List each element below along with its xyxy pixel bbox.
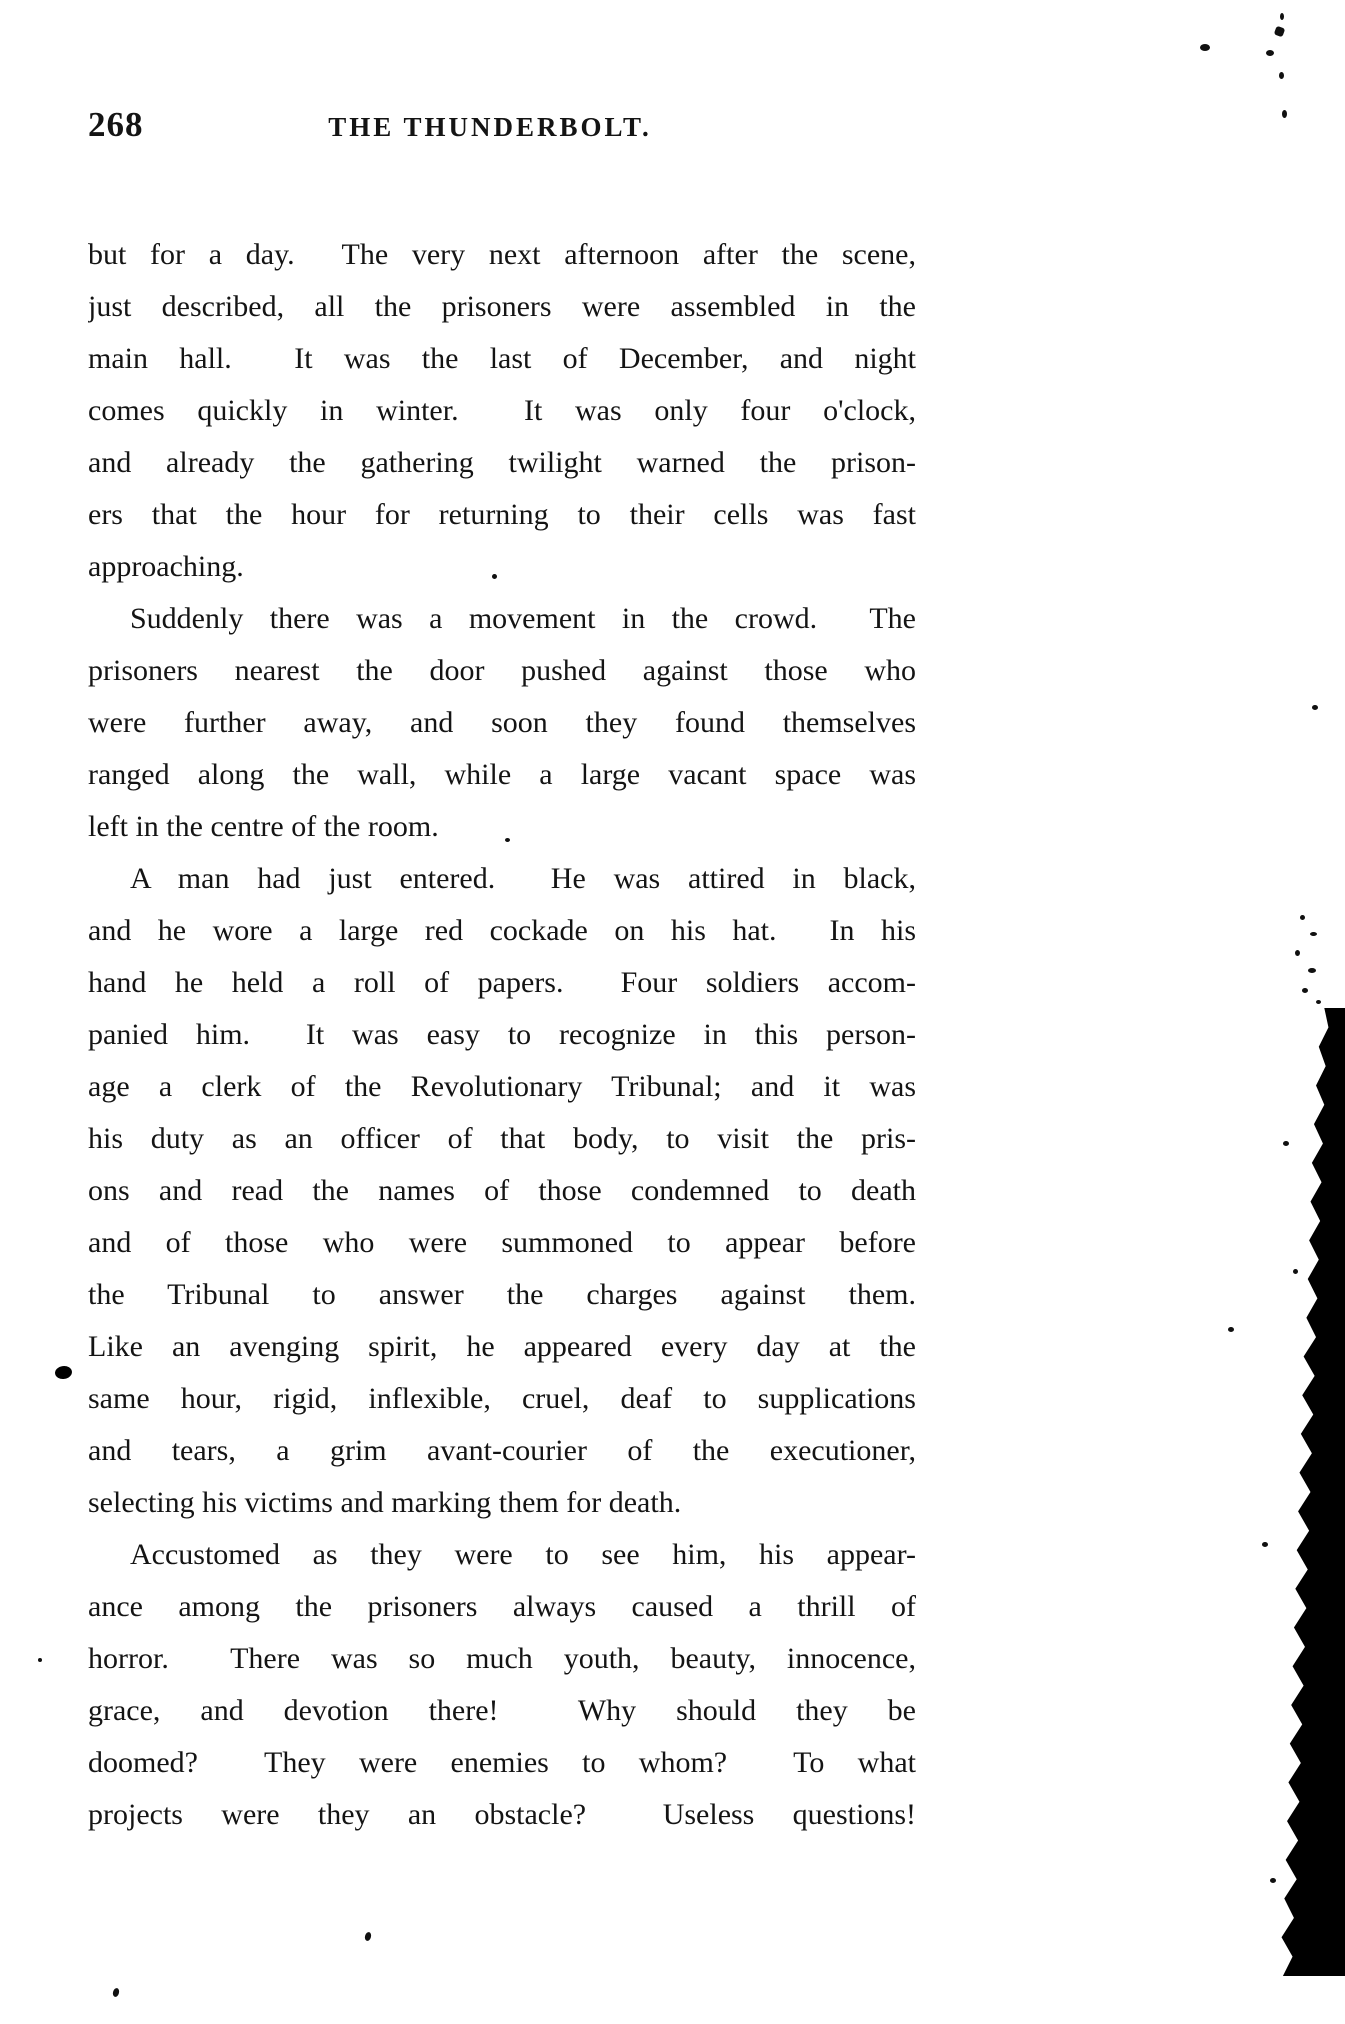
text-line: and of those who were summoned to appear before — [88, 1226, 916, 1259]
text-line: age a clerk of the Revolutionary Tribunal; and it was — [88, 1070, 916, 1103]
text-line: ons and read the names of those condemned to death — [88, 1174, 916, 1207]
ink-speck — [1280, 13, 1284, 20]
ink-speck — [1300, 915, 1305, 920]
ink-speck — [1295, 950, 1300, 956]
text-line: projects were they an obstacle? Useless questions! — [88, 1798, 916, 1831]
text-line: prisoners nearest the door pushed against those who — [88, 654, 916, 687]
text-line: main hall. It was the last of December, and night — [88, 342, 916, 375]
text-line: same hour, rigid, inflexible, cruel, deaf to supplications — [88, 1382, 916, 1415]
ink-speck — [1270, 1878, 1276, 1883]
ink-speck — [1266, 50, 1274, 56]
page-body — [88, 229, 916, 1841]
text-line: Accustomed as they were to see him, his appear- — [130, 1538, 916, 1571]
ink-speck — [1302, 988, 1308, 993]
text-line: and tears, a grim avant-courier of the executioner, — [88, 1434, 916, 1467]
ink-speck — [1262, 1542, 1268, 1547]
ink-speck — [492, 574, 497, 579]
paragraph — [88, 593, 916, 853]
ink-speck — [1200, 44, 1210, 51]
ink-speck — [38, 1658, 42, 1662]
text-line: and he wore a large red cockade on his hat. In his — [88, 914, 916, 947]
ink-speck — [505, 838, 510, 842]
page-number: 268 — [88, 105, 144, 144]
text-line: A man had just entered. He was attired in black, — [130, 862, 916, 895]
paragraph — [88, 229, 916, 593]
paragraph — [88, 853, 916, 1529]
text-line: but for a day. The very next afternoon after the scene, — [88, 238, 916, 271]
ink-speck — [112, 1987, 120, 1997]
text-line: ers that the hour for returning to their cells was fast — [88, 498, 916, 531]
text-line: the Tribunal to answer the charges against them. — [88, 1278, 916, 1311]
ink-speck — [1279, 72, 1284, 79]
text-line: horror. There was so much youth, beauty, innocence, — [88, 1642, 916, 1675]
ink-speck — [1293, 1269, 1298, 1274]
margin-ink-dot — [54, 1365, 73, 1380]
text-line: ance among the prisoners always caused a thrill of — [88, 1590, 916, 1623]
ink-speck — [364, 1931, 372, 1941]
ink-speck — [1274, 26, 1286, 38]
text-line: Like an avenging spirit, he appeared every day at the — [88, 1330, 916, 1363]
running-title: THE THUNDERBOLT. — [328, 112, 652, 142]
text-line: comes quickly in winter. It was only four o'clock, — [88, 394, 916, 427]
text-line: selecting his victims and marking them for death. — [88, 1486, 682, 1519]
ink-speck — [1316, 1000, 1321, 1004]
ink-speck — [1310, 932, 1317, 936]
text-line: were further away, and soon they found themselves — [88, 706, 916, 739]
text-line: panied him. It was easy to recognize in this person- — [88, 1018, 916, 1051]
text-line: doomed? They were enemies to whom? To what — [88, 1746, 916, 1779]
text-line: and already the gathering twilight warned the prison- — [88, 446, 916, 479]
text-line: approaching. — [88, 550, 244, 583]
scan-edge-streak — [1276, 1008, 1345, 1976]
ink-speck — [1308, 968, 1316, 973]
text-line: grace, and devotion there! Why should they be — [88, 1694, 916, 1727]
ink-speck — [1282, 110, 1287, 118]
ink-speck — [1283, 1141, 1289, 1146]
text-line: just described, all the prisoners were assembled in the — [88, 290, 916, 323]
paragraph — [88, 1529, 916, 1841]
ink-speck — [1228, 1327, 1234, 1332]
ink-speck — [1312, 705, 1318, 710]
text-line: left in the centre of the room. — [88, 810, 439, 843]
text-line: ranged along the wall, while a large vacant space was — [88, 758, 916, 791]
text-line: hand he held a roll of papers. Four soldiers accom- — [88, 966, 916, 999]
text-line: his duty as an officer of that body, to visit the pris- — [88, 1122, 916, 1155]
text-line: Suddenly there was a movement in the crowd. The — [130, 602, 916, 635]
